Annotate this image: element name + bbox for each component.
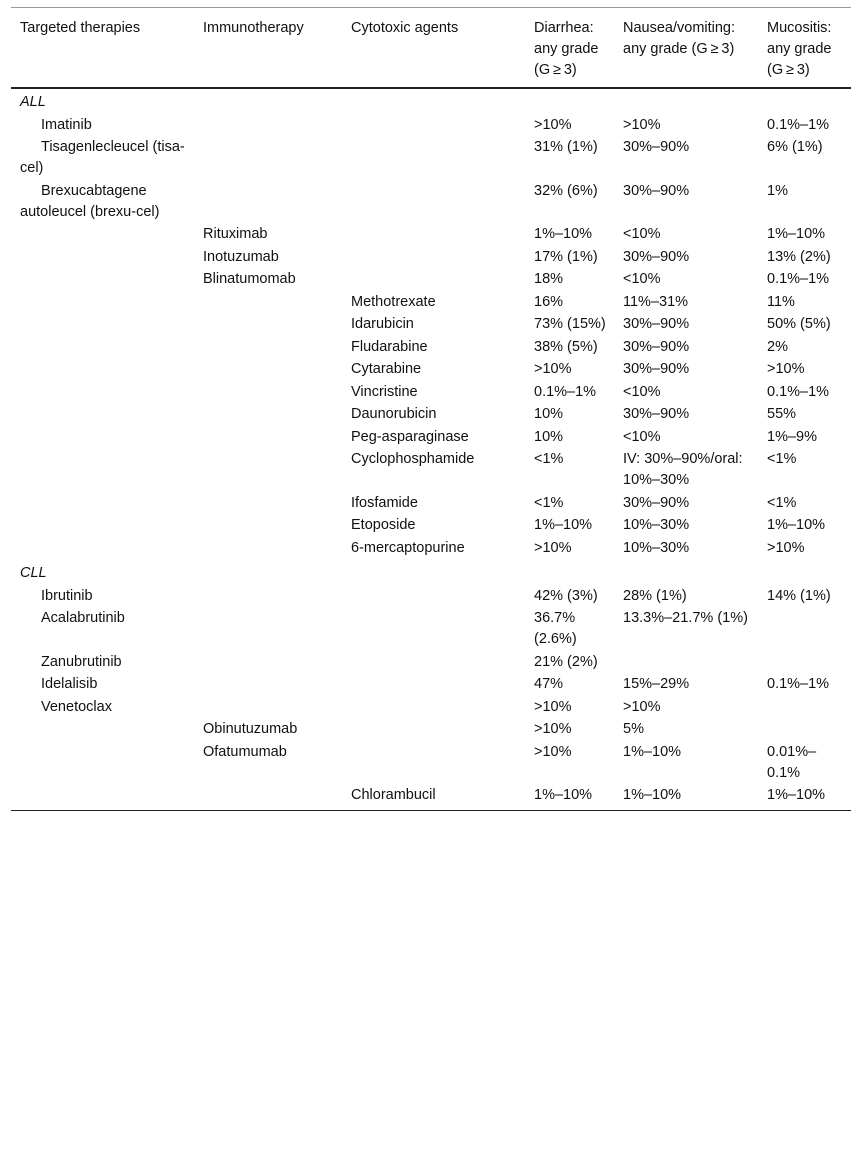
cell-diarrhea: 47% bbox=[534, 676, 564, 692]
table-row bbox=[11, 785, 851, 811]
table-container bbox=[11, 7, 851, 811]
table-row bbox=[11, 224, 851, 247]
cell-immunotherapy: Rituximab bbox=[203, 226, 268, 242]
cell-immunotherapy: Inotuzumab bbox=[203, 248, 279, 265]
cell-nausea-vomiting: 5% bbox=[623, 721, 644, 737]
cell-nausea-vomiting: IV: 30%–90%/oral: 10%–30% bbox=[623, 451, 743, 488]
cell-mucositis: 1%–9% bbox=[767, 428, 817, 445]
cell-diarrhea: 32% (6%) bbox=[534, 182, 598, 199]
table-row bbox=[11, 137, 851, 181]
cell-nausea-vomiting: <10% bbox=[623, 428, 661, 445]
cell-nausea-vomiting: 30%–90% bbox=[623, 248, 690, 265]
cell-mucositis bbox=[758, 697, 851, 720]
cell-immunotherapy: Obinutuzumab bbox=[203, 721, 298, 737]
cell-mucositis: 6% (1%) bbox=[767, 139, 823, 155]
cell-targeted-therapy bbox=[11, 493, 194, 516]
cell-cytotoxic-agent: 6-mercaptopurine bbox=[351, 539, 465, 556]
cell-immunotherapy bbox=[194, 785, 342, 811]
cell-nausea-vomiting: <10% bbox=[623, 383, 661, 400]
cell-targeted-therapy bbox=[11, 538, 194, 561]
table-row bbox=[11, 449, 851, 493]
table-row bbox=[11, 674, 851, 697]
cell-immunotherapy: Blinatumomab bbox=[203, 271, 296, 287]
cell-immunotherapy bbox=[194, 337, 342, 360]
cell-targeted-therapy bbox=[11, 449, 194, 493]
cell-cytotoxic-agent bbox=[342, 719, 525, 742]
cell-targeted-therapy: Zanubrutinib bbox=[41, 653, 122, 670]
cell-targeted-therapy: Acalabrutinib bbox=[41, 610, 125, 626]
cell-cytotoxic-agent: Cytarabine bbox=[351, 361, 422, 377]
cell-mucositis: 2% bbox=[767, 338, 788, 355]
cell-immunotherapy bbox=[194, 697, 342, 720]
cell-nausea-vomiting: <10% bbox=[623, 271, 661, 287]
cell-mucositis bbox=[758, 652, 851, 675]
cell-diarrhea: 1%–10% bbox=[534, 517, 593, 533]
cell-mucositis bbox=[758, 719, 851, 742]
table-row bbox=[11, 359, 851, 382]
cell-mucositis bbox=[758, 608, 851, 652]
cell-targeted-therapy bbox=[11, 292, 194, 315]
cell-immunotherapy bbox=[194, 137, 342, 181]
cell-diarrhea: 16% bbox=[534, 293, 564, 310]
cell-mucositis: 13% (2%) bbox=[767, 248, 831, 265]
cell-targeted-therapy bbox=[11, 719, 194, 742]
cell-targeted-therapy bbox=[11, 314, 194, 337]
cell-mucositis: 1% bbox=[767, 182, 788, 199]
header-cytotoxic-agents: Cytotoxic agents bbox=[342, 8, 525, 89]
cell-cytotoxic-agent: Ifosfamide bbox=[351, 494, 418, 511]
table-row bbox=[11, 742, 851, 786]
cell-mucositis: 14% (1%) bbox=[767, 587, 831, 604]
cell-immunotherapy bbox=[194, 515, 342, 538]
cell-nausea-vomiting: 30%–90% bbox=[623, 361, 690, 377]
cell-nausea-vomiting: 10%–30% bbox=[623, 517, 690, 533]
cell-mucositis: 0.1%–1% bbox=[767, 676, 830, 692]
cell-cytotoxic-agent: Daunorubicin bbox=[351, 406, 437, 422]
cell-cytotoxic-agent bbox=[342, 608, 525, 652]
cell-mucositis: 0.1%–1% bbox=[767, 116, 830, 133]
cell-cytotoxic-agent bbox=[342, 181, 525, 225]
table-row bbox=[11, 427, 851, 450]
cell-diarrhea: 10% bbox=[534, 428, 564, 445]
cell-diarrhea: >10% bbox=[534, 698, 572, 715]
table-header bbox=[11, 8, 851, 89]
header-row bbox=[11, 8, 851, 89]
cell-targeted-therapy: Brexucabtagene autoleucel (brexu-cel) bbox=[20, 182, 160, 220]
table-row bbox=[11, 314, 851, 337]
cell-cytotoxic-agent: Etoposide bbox=[351, 517, 416, 533]
table-row bbox=[11, 269, 851, 292]
cell-nausea-vomiting: 1%–10% bbox=[614, 785, 758, 811]
cell-cytotoxic-agent bbox=[342, 674, 525, 697]
cell-cytotoxic-agent: Chlorambucil bbox=[342, 785, 525, 811]
cell-mucositis: 11% bbox=[767, 293, 795, 310]
cell-cytotoxic-agent bbox=[342, 115, 525, 138]
table-row bbox=[11, 608, 851, 652]
table-body bbox=[11, 88, 851, 811]
cell-diarrhea: <1% bbox=[534, 494, 564, 511]
cell-nausea-vomiting: 13.3%–21.7% (1%) bbox=[623, 610, 748, 626]
cell-targeted-therapy bbox=[11, 224, 194, 247]
cell-targeted-therapy bbox=[11, 382, 194, 405]
cell-diarrhea: 42% (3%) bbox=[534, 587, 598, 604]
cell-nausea-vomiting: 15%–29% bbox=[623, 676, 690, 692]
table-row bbox=[11, 404, 851, 427]
cell-nausea-vomiting: 28% (1%) bbox=[623, 587, 687, 604]
table-row bbox=[11, 538, 851, 561]
cell-mucositis: 50% (5%) bbox=[767, 316, 831, 332]
section-label: CLL bbox=[20, 565, 47, 581]
cell-mucositis: <1% bbox=[767, 451, 797, 467]
table-row bbox=[11, 181, 851, 225]
cell-diarrhea: 17% (1%) bbox=[534, 248, 598, 265]
table-row bbox=[11, 337, 851, 360]
cell-diarrhea: <1% bbox=[534, 451, 564, 467]
table-row bbox=[11, 115, 851, 138]
cell-nausea-vomiting: 1%–10% bbox=[623, 743, 682, 760]
cell-mucositis: >10% bbox=[767, 539, 805, 556]
table-row bbox=[11, 493, 851, 516]
cell-targeted-therapy bbox=[11, 515, 194, 538]
cell-diarrhea: >10% bbox=[534, 361, 572, 377]
cell-mucositis: >10% bbox=[767, 361, 805, 377]
cell-immunotherapy bbox=[194, 404, 342, 427]
cell-diarrhea: 21% (2%) bbox=[534, 653, 598, 670]
cell-diarrhea: >10% bbox=[534, 743, 572, 760]
cell-targeted-therapy bbox=[11, 247, 194, 270]
cell-nausea-vomiting: 30%–90% bbox=[623, 338, 690, 355]
cell-immunotherapy bbox=[194, 427, 342, 450]
cell-diarrhea: >10% bbox=[534, 721, 572, 737]
cell-mucositis: 0.1%–1% bbox=[767, 383, 830, 400]
header-targeted-therapies: Targeted therapies bbox=[11, 8, 194, 89]
cell-nausea-vomiting: 30%–90% bbox=[623, 139, 690, 155]
cell-diarrhea: 0.1%–1% bbox=[534, 383, 597, 400]
cell-cytotoxic-agent: Fludarabine bbox=[351, 338, 428, 355]
table-row bbox=[11, 586, 851, 609]
cell-cytotoxic-agent: Cyclophosphamide bbox=[351, 451, 475, 467]
section-header-row bbox=[11, 560, 851, 586]
header-diarrhea: Diarrhea: any grade (G ≥ 3) bbox=[525, 8, 614, 89]
header-mucositis: Mucositis: any grade (G ≥ 3) bbox=[758, 8, 851, 89]
cell-cytotoxic-agent bbox=[342, 247, 525, 270]
cell-immunotherapy bbox=[194, 449, 342, 493]
cell-immunotherapy bbox=[194, 359, 342, 382]
cell-diarrhea: >10% bbox=[534, 539, 572, 556]
cell-cytotoxic-agent: Peg-asparaginase bbox=[351, 428, 469, 445]
header-immunotherapy: Immunotherapy bbox=[194, 8, 342, 89]
cell-targeted-therapy bbox=[11, 742, 194, 786]
cell-immunotherapy bbox=[194, 608, 342, 652]
header-nausea-vomiting: Nausea/vomiting: any grade (G ≥ 3) bbox=[614, 8, 758, 89]
cell-nausea-vomiting: >10% bbox=[623, 698, 661, 715]
cell-targeted-therapy bbox=[11, 269, 194, 292]
cell-targeted-therapy bbox=[11, 785, 194, 811]
cell-mucositis: <1% bbox=[767, 494, 797, 511]
cell-immunotherapy bbox=[194, 674, 342, 697]
cell-diarrhea: >10% bbox=[534, 116, 572, 133]
cell-mucositis: 0.01%–0.1% bbox=[767, 743, 817, 781]
cell-nausea-vomiting bbox=[614, 652, 758, 675]
cell-nausea-vomiting: 30%–90% bbox=[623, 494, 690, 511]
cell-targeted-therapy bbox=[11, 359, 194, 382]
cell-immunotherapy bbox=[194, 181, 342, 225]
cell-targeted-therapy: Ibrutinib bbox=[41, 587, 93, 604]
table-row bbox=[11, 719, 851, 742]
cell-cytotoxic-agent bbox=[342, 652, 525, 675]
cell-diarrhea: 38% (5%) bbox=[534, 338, 598, 355]
cell-mucositis: 1%–10% bbox=[758, 785, 851, 811]
cell-targeted-therapy: Tisagenlecleucel (tisa-cel) bbox=[20, 139, 185, 176]
cell-targeted-therapy: Venetoclax bbox=[41, 698, 112, 715]
cell-immunotherapy bbox=[194, 314, 342, 337]
cell-mucositis: 55% bbox=[767, 406, 797, 422]
cell-nausea-vomiting: 30%–90% bbox=[623, 182, 690, 199]
cell-nausea-vomiting: 10%–30% bbox=[623, 539, 690, 556]
cell-immunotherapy bbox=[194, 538, 342, 561]
table-row bbox=[11, 247, 851, 270]
table-row bbox=[11, 292, 851, 315]
cell-diarrhea: 1%–10% bbox=[525, 785, 614, 811]
cell-targeted-therapy bbox=[11, 404, 194, 427]
cell-cytotoxic-agent bbox=[342, 269, 525, 292]
table-row bbox=[11, 382, 851, 405]
cell-diarrhea: 18% bbox=[534, 271, 564, 287]
cell-immunotherapy bbox=[194, 586, 342, 609]
table-row bbox=[11, 515, 851, 538]
cell-targeted-therapy bbox=[11, 337, 194, 360]
cell-cytotoxic-agent: Vincristine bbox=[351, 383, 418, 400]
cell-mucositis: 1%–10% bbox=[767, 226, 826, 242]
cell-immunotherapy bbox=[194, 115, 342, 138]
cell-nausea-vomiting: 30%–90% bbox=[623, 406, 690, 422]
cell-targeted-therapy: Idelalisib bbox=[41, 676, 98, 692]
cell-cytotoxic-agent: Methotrexate bbox=[351, 293, 436, 310]
cell-cytotoxic-agent: Idarubicin bbox=[351, 316, 414, 332]
cell-diarrhea: 31% (1%) bbox=[534, 139, 598, 155]
table-row bbox=[11, 697, 851, 720]
cell-cytotoxic-agent bbox=[342, 742, 525, 786]
cell-targeted-therapy bbox=[11, 427, 194, 450]
cell-nausea-vomiting: 30%–90% bbox=[623, 316, 690, 332]
cell-nausea-vomiting: >10% bbox=[623, 116, 661, 133]
cell-nausea-vomiting: 11%–31% bbox=[623, 293, 689, 310]
adverse-events-table bbox=[11, 7, 851, 811]
section-header-row bbox=[11, 88, 851, 115]
cell-diarrhea: 36.7% (2.6%) bbox=[534, 610, 577, 647]
cell-diarrhea: 1%–10% bbox=[534, 226, 593, 242]
cell-immunotherapy: Ofatumumab bbox=[203, 743, 287, 760]
cell-mucositis: 0.1%–1% bbox=[767, 271, 830, 287]
cell-mucositis: 1%–10% bbox=[767, 517, 826, 533]
cell-immunotherapy bbox=[194, 382, 342, 405]
section-label: ALL bbox=[20, 94, 46, 110]
cell-diarrhea: 73% (15%) bbox=[534, 316, 606, 332]
cell-cytotoxic-agent bbox=[342, 586, 525, 609]
cell-cytotoxic-agent bbox=[342, 697, 525, 720]
cell-immunotherapy bbox=[194, 292, 342, 315]
cell-cytotoxic-agent bbox=[342, 224, 525, 247]
cell-cytotoxic-agent bbox=[342, 137, 525, 181]
cell-targeted-therapy: Imatinib bbox=[41, 116, 92, 133]
cell-diarrhea: 10% bbox=[534, 406, 564, 422]
table-row bbox=[11, 652, 851, 675]
cell-immunotherapy bbox=[194, 493, 342, 516]
cell-immunotherapy bbox=[194, 652, 342, 675]
cell-nausea-vomiting: <10% bbox=[623, 226, 661, 242]
